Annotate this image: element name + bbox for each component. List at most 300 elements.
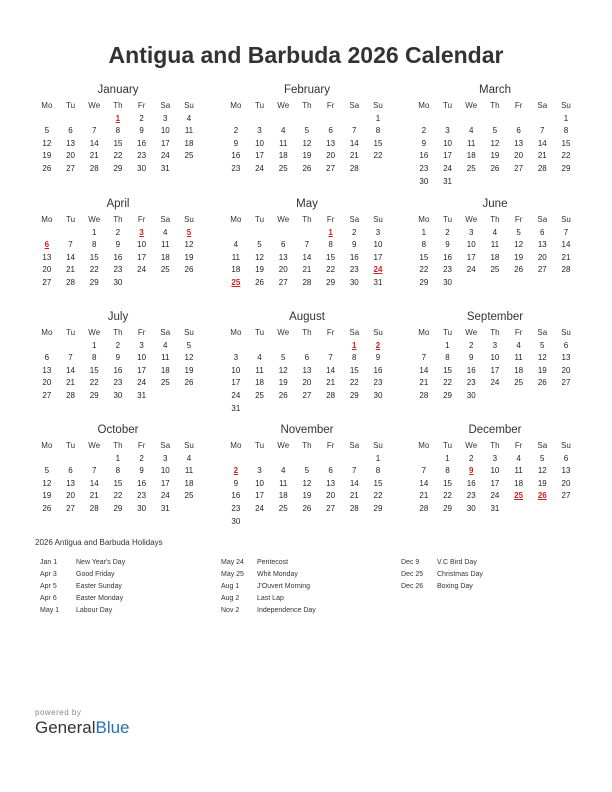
day-cell: 1 bbox=[91, 340, 97, 350]
day-cell: 28 bbox=[349, 503, 359, 513]
weekday-header: Fr bbox=[137, 328, 146, 337]
day-cell: 11 bbox=[279, 138, 288, 148]
day-cell: 21 bbox=[326, 378, 336, 388]
day-cell bbox=[319, 403, 343, 416]
day-cell: 15 bbox=[113, 138, 123, 148]
day-cell: 28 bbox=[537, 163, 547, 173]
day-cell: 10 bbox=[160, 466, 170, 476]
day-cell: 5 bbox=[44, 466, 50, 476]
day-cell bbox=[248, 113, 272, 126]
weekday-header: Th bbox=[113, 328, 123, 337]
day-cell: 1 bbox=[445, 340, 450, 350]
day-cell: 10 bbox=[443, 138, 452, 148]
holiday-name: J'Ouvert Morning bbox=[257, 583, 311, 590]
day-cell: 22 bbox=[561, 151, 571, 161]
day-cell: 31 bbox=[137, 390, 147, 400]
day-cell: 20 bbox=[302, 378, 312, 388]
day-cell bbox=[530, 390, 554, 403]
day-cell: 25 bbox=[160, 265, 170, 275]
day-cell bbox=[271, 453, 295, 466]
weekday-header: Fr bbox=[137, 215, 146, 224]
day-cell bbox=[554, 503, 578, 516]
day-cell: 6 bbox=[304, 353, 310, 363]
holiday-day-cell: 26 bbox=[537, 491, 547, 501]
day-cell: 27 bbox=[514, 163, 524, 173]
day-cell: 13 bbox=[66, 138, 75, 148]
day-cell: 18 bbox=[160, 252, 170, 262]
day-cell: 17 bbox=[160, 478, 170, 488]
day-cell: 2 bbox=[139, 453, 144, 463]
day-cell: 28 bbox=[89, 163, 99, 173]
day-cell: 21 bbox=[419, 491, 429, 501]
day-cell: 9 bbox=[115, 353, 121, 363]
day-cell: 20 bbox=[42, 378, 52, 388]
weekday-header: We bbox=[277, 328, 290, 337]
day-cell: 10 bbox=[160, 126, 170, 136]
day-cell: 23 bbox=[466, 491, 476, 501]
day-cell: 12 bbox=[184, 353, 194, 363]
day-cell: 13 bbox=[561, 353, 571, 363]
holiday-column bbox=[401, 557, 483, 593]
day-cell: 27 bbox=[326, 163, 336, 173]
month-name: April bbox=[106, 198, 130, 210]
day-cell bbox=[366, 516, 390, 529]
weekday-header: Su bbox=[561, 101, 571, 110]
day-cell: 5 bbox=[540, 453, 545, 463]
day-cell: 23 bbox=[373, 378, 383, 388]
holiday-day-cell: 1 bbox=[328, 227, 333, 237]
day-cell: 10 bbox=[373, 240, 383, 250]
month-name: July bbox=[107, 311, 129, 323]
day-cell: 20 bbox=[561, 478, 571, 488]
day-cell bbox=[130, 277, 154, 290]
weekday-header: Mo bbox=[418, 215, 430, 224]
day-cell bbox=[248, 453, 272, 466]
month-day-grid bbox=[412, 440, 578, 516]
day-cell: 17 bbox=[231, 378, 241, 388]
holiday-row bbox=[221, 557, 316, 569]
weekday-header: Tu bbox=[66, 328, 76, 337]
day-cell: 12 bbox=[278, 365, 288, 375]
month-november bbox=[224, 422, 390, 528]
day-cell: 2 bbox=[115, 227, 121, 237]
day-cell: 12 bbox=[514, 240, 524, 250]
day-cell: 12 bbox=[255, 252, 264, 262]
day-cell: 30 bbox=[373, 390, 383, 400]
weekday-header: Mo bbox=[230, 101, 242, 110]
day-cell: 22 bbox=[419, 265, 429, 275]
day-cell: 10 bbox=[255, 138, 264, 148]
weekday-header: Fr bbox=[326, 328, 335, 337]
month-name: October bbox=[97, 424, 139, 436]
holiday-column bbox=[221, 557, 316, 617]
weekday-header: Su bbox=[373, 441, 383, 450]
day-cell bbox=[248, 516, 272, 529]
day-cell: 19 bbox=[278, 378, 288, 388]
month-january bbox=[35, 82, 201, 176]
day-cell: 27 bbox=[66, 503, 75, 513]
weekday-header: Th bbox=[490, 441, 500, 450]
weekday-header: We bbox=[88, 441, 101, 450]
day-cell: 27 bbox=[42, 390, 52, 400]
day-cell: 14 bbox=[66, 252, 75, 262]
day-cell: 2 bbox=[115, 340, 121, 350]
day-cell: 4 bbox=[516, 340, 521, 350]
day-cell: 20 bbox=[537, 252, 547, 262]
day-cell: 21 bbox=[302, 265, 312, 275]
day-cell bbox=[554, 390, 578, 403]
month-day-grid bbox=[224, 100, 390, 176]
day-cell: 16 bbox=[419, 151, 429, 161]
weekday-header: Th bbox=[302, 215, 312, 224]
day-cell: 5 bbox=[516, 227, 521, 237]
weekday-header: Tu bbox=[255, 441, 265, 450]
day-cell: 19 bbox=[42, 151, 52, 161]
weekday-header: Su bbox=[561, 441, 571, 450]
day-cell: 16 bbox=[137, 138, 147, 148]
weekday-header: Su bbox=[561, 215, 571, 224]
day-cell: 11 bbox=[514, 353, 523, 363]
day-cell: 21 bbox=[89, 151, 99, 161]
day-cell: 28 bbox=[561, 265, 571, 275]
weekday-header: Mo bbox=[230, 441, 242, 450]
weekday-header: Tu bbox=[66, 215, 76, 224]
day-cell: 14 bbox=[302, 252, 312, 262]
day-cell: 25 bbox=[184, 151, 194, 161]
page-title: Antigua and Barbuda 2026 Calendar bbox=[108, 42, 504, 68]
month-name: March bbox=[479, 84, 511, 96]
day-cell: 24 bbox=[160, 151, 170, 161]
day-cell: 3 bbox=[233, 353, 239, 363]
day-cell bbox=[483, 176, 507, 189]
day-cell: 14 bbox=[349, 478, 359, 488]
holiday-date: May 25 bbox=[221, 571, 244, 578]
weekday-header: Fr bbox=[137, 101, 146, 110]
day-cell: 21 bbox=[419, 378, 429, 388]
day-cell: 18 bbox=[514, 365, 524, 375]
day-cell: 2 bbox=[352, 227, 357, 237]
weekday-header: Fr bbox=[514, 215, 523, 224]
day-cell: 12 bbox=[184, 240, 194, 250]
day-cell: 25 bbox=[184, 491, 194, 501]
day-cell bbox=[483, 113, 507, 126]
day-cell: 31 bbox=[160, 503, 170, 513]
day-cell bbox=[177, 390, 201, 403]
day-cell: 29 bbox=[326, 277, 336, 287]
day-cell: 3 bbox=[468, 227, 474, 237]
day-cell: 23 bbox=[113, 265, 123, 275]
day-cell: 9 bbox=[139, 126, 144, 136]
holiday-day-cell: 25 bbox=[231, 277, 241, 287]
day-cell: 30 bbox=[466, 503, 476, 513]
day-cell: 5 bbox=[540, 340, 545, 350]
day-cell: 5 bbox=[492, 126, 498, 136]
day-cell: 31 bbox=[160, 163, 170, 173]
day-cell: 16 bbox=[466, 478, 476, 488]
day-cell: 16 bbox=[113, 252, 123, 262]
day-cell: 11 bbox=[255, 365, 264, 375]
day-cell: 28 bbox=[302, 277, 312, 287]
day-cell bbox=[530, 113, 554, 126]
weekday-header: Tu bbox=[66, 101, 76, 110]
day-cell bbox=[507, 277, 531, 290]
day-cell: 20 bbox=[326, 151, 336, 161]
weekday-header: Mo bbox=[41, 328, 53, 337]
weekday-header: Sa bbox=[160, 101, 171, 110]
day-cell: 5 bbox=[257, 240, 262, 250]
weekday-header: We bbox=[465, 101, 478, 110]
weekday-header: Mo bbox=[230, 328, 242, 337]
day-cell: 17 bbox=[373, 252, 383, 262]
day-cell: 17 bbox=[137, 365, 147, 375]
day-cell: 4 bbox=[233, 240, 239, 250]
day-cell: 30 bbox=[113, 390, 123, 400]
day-cell: 14 bbox=[561, 240, 571, 250]
day-cell: 1 bbox=[445, 453, 450, 463]
weekday-header: Mo bbox=[230, 215, 242, 224]
day-cell: 1 bbox=[375, 453, 381, 463]
day-cell: 31 bbox=[443, 176, 452, 186]
day-cell: 3 bbox=[163, 113, 168, 123]
weekday-header: Th bbox=[490, 215, 500, 224]
day-cell: 25 bbox=[160, 378, 170, 388]
day-cell: 6 bbox=[68, 466, 73, 476]
holiday-day-cell: 25 bbox=[514, 491, 524, 501]
holiday-row bbox=[221, 605, 316, 617]
day-cell: 8 bbox=[445, 466, 450, 476]
day-cell: 10 bbox=[137, 353, 147, 363]
day-cell: 26 bbox=[42, 163, 52, 173]
weekday-header: Sa bbox=[537, 101, 548, 110]
weekday-header: We bbox=[465, 441, 478, 450]
day-cell bbox=[483, 390, 507, 403]
day-cell: 18 bbox=[184, 138, 194, 148]
day-cell bbox=[224, 453, 248, 466]
day-cell bbox=[530, 176, 554, 189]
day-cell: 14 bbox=[349, 138, 359, 148]
day-cell: 24 bbox=[160, 491, 170, 501]
day-cell bbox=[295, 516, 319, 529]
day-cell: 7 bbox=[91, 126, 97, 136]
day-cell: 24 bbox=[231, 390, 241, 400]
month-name: June bbox=[482, 198, 508, 210]
day-cell: 9 bbox=[139, 466, 144, 476]
holiday-date: May 24 bbox=[221, 559, 244, 566]
month-day-grid bbox=[412, 100, 578, 188]
day-cell bbox=[412, 113, 436, 126]
day-cell: 1 bbox=[115, 453, 121, 463]
day-cell: 16 bbox=[113, 365, 123, 375]
day-cell: 13 bbox=[326, 478, 336, 488]
day-cell: 8 bbox=[328, 240, 333, 250]
weekday-header: Mo bbox=[418, 101, 430, 110]
weekday-header: Sa bbox=[537, 328, 548, 337]
day-cell: 11 bbox=[184, 126, 194, 136]
day-cell: 5 bbox=[280, 353, 286, 363]
weekday-header: Tu bbox=[443, 441, 453, 450]
month-march bbox=[412, 82, 578, 188]
month-august bbox=[224, 309, 390, 415]
holiday-day-cell: 2 bbox=[375, 340, 381, 350]
day-cell: 9 bbox=[375, 353, 381, 363]
day-cell: 23 bbox=[419, 163, 429, 173]
day-cell: 6 bbox=[563, 453, 569, 463]
weekday-header: We bbox=[88, 101, 101, 110]
weekday-header: Th bbox=[302, 101, 312, 110]
day-cell: 23 bbox=[349, 265, 359, 275]
day-cell: 30 bbox=[137, 503, 147, 513]
holiday-row bbox=[401, 569, 483, 581]
day-cell: 11 bbox=[161, 353, 170, 363]
holiday-row bbox=[40, 605, 125, 617]
weekday-header: Mo bbox=[41, 441, 53, 450]
day-cell: 23 bbox=[231, 503, 241, 513]
month-july bbox=[35, 309, 201, 403]
weekday-header: We bbox=[465, 328, 478, 337]
day-cell: 4 bbox=[186, 113, 192, 123]
weekday-header: Th bbox=[113, 215, 123, 224]
day-cell bbox=[459, 277, 483, 290]
holiday-day-cell: 1 bbox=[352, 340, 357, 350]
day-cell: 8 bbox=[421, 240, 427, 250]
day-cell: 16 bbox=[373, 365, 383, 375]
day-cell bbox=[342, 113, 366, 126]
day-cell: 18 bbox=[160, 365, 170, 375]
weekday-header: Tu bbox=[443, 215, 453, 224]
day-cell: 16 bbox=[231, 491, 241, 501]
day-cell: 27 bbox=[66, 163, 75, 173]
day-cell: 5 bbox=[304, 126, 310, 136]
day-cell: 8 bbox=[115, 466, 121, 476]
day-cell bbox=[153, 277, 177, 290]
day-cell bbox=[459, 176, 483, 189]
day-cell: 28 bbox=[419, 503, 429, 513]
day-cell: 15 bbox=[373, 478, 383, 488]
month-name: February bbox=[283, 84, 331, 96]
day-cell: 24 bbox=[137, 265, 147, 275]
day-cell: 4 bbox=[492, 227, 498, 237]
day-cell: 23 bbox=[137, 491, 147, 501]
day-cell: 30 bbox=[113, 277, 123, 287]
holiday-row bbox=[221, 581, 316, 593]
day-cell: 9 bbox=[233, 478, 239, 488]
day-cell: 4 bbox=[280, 466, 286, 476]
weekday-header: We bbox=[277, 215, 290, 224]
day-cell: 19 bbox=[184, 252, 194, 262]
day-cell: 20 bbox=[42, 265, 52, 275]
day-cell: 3 bbox=[257, 126, 262, 136]
day-cell bbox=[59, 113, 83, 126]
weekday-header: Th bbox=[490, 101, 500, 110]
day-cell: 29 bbox=[349, 390, 359, 400]
month-name: November bbox=[280, 424, 334, 436]
day-cell: 27 bbox=[537, 265, 547, 275]
day-cell: 5 bbox=[44, 126, 50, 136]
day-cell: 3 bbox=[492, 340, 498, 350]
day-cell: 27 bbox=[278, 277, 288, 287]
day-cell: 20 bbox=[66, 491, 75, 501]
holiday-row bbox=[221, 593, 316, 605]
weekday-header: Sa bbox=[349, 215, 360, 224]
day-cell: 26 bbox=[255, 277, 264, 287]
day-cell bbox=[248, 403, 272, 416]
day-cell: 7 bbox=[68, 353, 73, 363]
weekday-header: Tu bbox=[255, 328, 265, 337]
holiday-name: Pentecost bbox=[257, 559, 289, 566]
day-cell: 9 bbox=[421, 138, 427, 148]
day-cell: 27 bbox=[42, 277, 52, 287]
day-cell bbox=[271, 113, 295, 126]
day-cell: 8 bbox=[115, 126, 121, 136]
day-cell: 24 bbox=[490, 378, 500, 388]
day-cell: 11 bbox=[490, 240, 500, 250]
holiday-name: Labour Day bbox=[76, 607, 113, 614]
day-cell: 21 bbox=[561, 252, 571, 262]
day-cell: 30 bbox=[466, 390, 476, 400]
day-cell: 16 bbox=[466, 365, 476, 375]
day-cell: 7 bbox=[352, 466, 357, 476]
day-cell bbox=[295, 340, 319, 353]
day-cell: 23 bbox=[443, 265, 452, 275]
day-cell: 24 bbox=[443, 163, 452, 173]
day-cell bbox=[177, 277, 201, 290]
month-name: January bbox=[97, 84, 139, 96]
day-cell: 11 bbox=[231, 252, 240, 262]
day-cell: 1 bbox=[375, 113, 381, 123]
day-cell: 29 bbox=[373, 503, 383, 513]
weekday-header: Fr bbox=[326, 101, 335, 110]
holiday-name: New Year's Day bbox=[76, 559, 126, 566]
day-cell: 8 bbox=[375, 466, 381, 476]
day-cell: 13 bbox=[302, 365, 312, 375]
day-cell: 17 bbox=[466, 252, 476, 262]
weekday-header: Su bbox=[373, 328, 383, 337]
day-cell: 16 bbox=[443, 252, 452, 262]
day-cell: 17 bbox=[490, 365, 500, 375]
day-cell bbox=[412, 453, 436, 466]
day-cell: 7 bbox=[91, 466, 97, 476]
day-cell: 26 bbox=[490, 163, 500, 173]
day-cell: 19 bbox=[490, 151, 500, 161]
day-cell: 20 bbox=[326, 491, 336, 501]
day-cell: 17 bbox=[255, 151, 264, 161]
day-cell bbox=[271, 516, 295, 529]
day-cell: 9 bbox=[445, 240, 450, 250]
day-cell: 7 bbox=[421, 353, 427, 363]
day-cell: 22 bbox=[89, 378, 99, 388]
month-name: May bbox=[296, 198, 318, 210]
day-cell: 1 bbox=[421, 227, 427, 237]
weekday-header: Su bbox=[561, 328, 571, 337]
day-cell: 4 bbox=[186, 453, 192, 463]
day-cell: 16 bbox=[137, 478, 147, 488]
day-cell: 30 bbox=[443, 277, 452, 287]
weekday-header: Th bbox=[113, 101, 123, 110]
day-cell: 15 bbox=[113, 478, 123, 488]
day-cell: 19 bbox=[302, 491, 312, 501]
day-cell: 4 bbox=[516, 453, 521, 463]
day-cell: 18 bbox=[231, 265, 241, 275]
day-cell: 22 bbox=[373, 491, 383, 501]
day-cell: 13 bbox=[561, 466, 571, 476]
day-cell: 14 bbox=[537, 138, 547, 148]
day-cell: 29 bbox=[419, 277, 429, 287]
weekday-header: Su bbox=[373, 101, 383, 110]
holiday-date: Apr 5 bbox=[40, 583, 57, 590]
holiday-name: Whit Monday bbox=[257, 571, 298, 578]
day-cell: 15 bbox=[561, 138, 571, 148]
day-cell: 11 bbox=[161, 240, 170, 250]
